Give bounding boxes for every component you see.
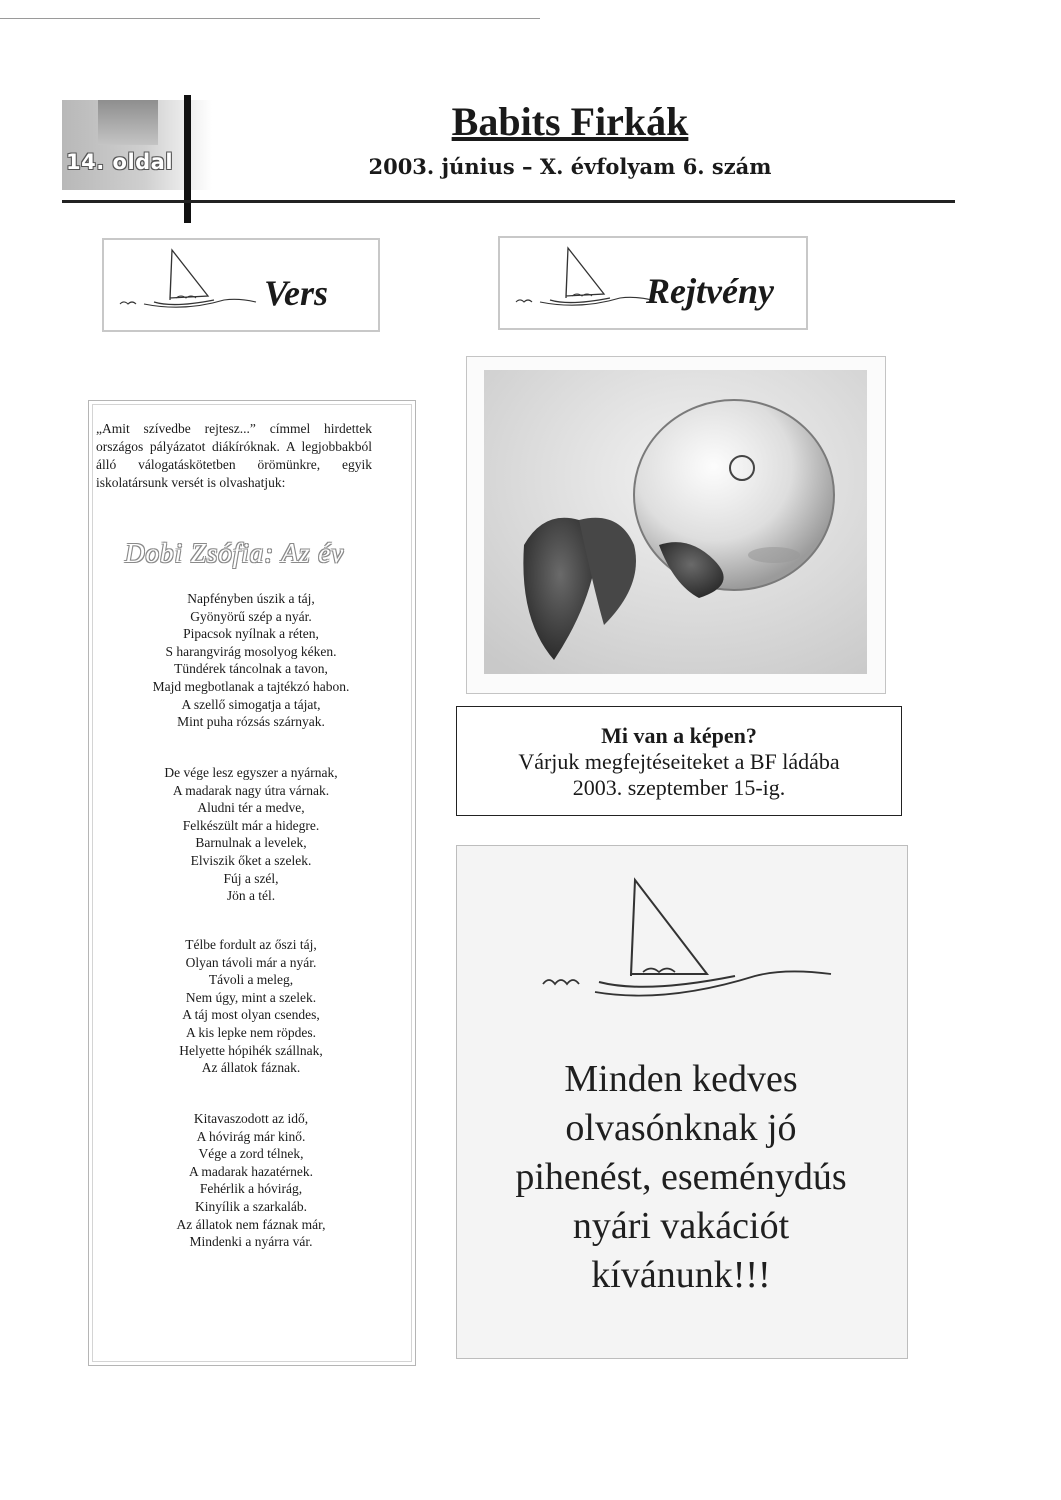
wish-line: Minden kedves xyxy=(564,1058,798,1100)
section-title-rejtveny: Rejtvény xyxy=(646,271,774,311)
poem-line: Fúj a szél, xyxy=(223,870,279,886)
section-header-rejtveny xyxy=(498,236,808,330)
poem-line: Mint puha rózsás szárnyak. xyxy=(177,714,325,730)
quiz-question: Mi van a képen? xyxy=(601,723,757,748)
poem-line: Barnulnak a levelek, xyxy=(195,835,307,851)
poem-line: Majd megbotlanak a tajtékzó habon. xyxy=(152,678,350,694)
poem-line: A madarak hazatérnek. xyxy=(188,1163,314,1179)
poem-line: S harangvirág mosolyog kéken. xyxy=(165,643,337,659)
poem-line: Vége a zord télnek, xyxy=(198,1146,304,1162)
poem-line: A kis lepke nem röpdes. xyxy=(185,1024,317,1040)
poem-intro: „Amit szívedbe rejtesz...” címmel hirdettek országos pályázatot diákíróknak. A legjobbakból álló válogatáskötetben örömünkre, egyik iskolatársunk versét is olvashatjuk: xyxy=(96,421,372,490)
section-title-vers: Vers xyxy=(264,273,329,313)
wish-line: olvasónknak jó xyxy=(565,1107,797,1149)
poem-stanza-1 xyxy=(88,590,414,731)
wish-text xyxy=(456,1055,906,1300)
poem-line: A madarak nagy útra várnak. xyxy=(172,782,330,798)
poem-line: A hóvirág már kinő. xyxy=(196,1128,306,1144)
page-number-label: 14. oldal xyxy=(66,150,174,174)
poem-line: Fehérlik a hóvirág, xyxy=(199,1181,303,1197)
poem-line: Az állatok nem fáznak már, xyxy=(176,1216,326,1232)
sailboat-icon xyxy=(510,240,660,320)
poem-line: Távoli a meleg, xyxy=(208,972,294,988)
wish-line: pihenést, eseménydús xyxy=(515,1156,847,1198)
poem-stanza-3 xyxy=(88,936,414,1077)
poem-line: A szellő simogatja a tájat, xyxy=(181,696,321,712)
newspaper-title: Babits Firkák xyxy=(451,99,689,144)
poem-line: Helyette hópihék szállnak, xyxy=(179,1042,323,1058)
poem-line: Felkészült már a hidegre. xyxy=(182,817,320,833)
quiz-box xyxy=(456,706,902,816)
poem-line: Aludni tér a medve, xyxy=(197,800,305,816)
poem-line: Kitavaszodott az idő, xyxy=(193,1111,309,1126)
poem-title: Dobi Zsófia: Az év xyxy=(125,538,345,568)
section-header-vers xyxy=(102,238,380,332)
top-rule xyxy=(0,18,540,19)
header-rule xyxy=(62,200,955,203)
poem-line: Napfényben úszik a táj, xyxy=(187,591,315,606)
poem-line: Nem úgy, mint a szelek. xyxy=(185,989,317,1005)
poem-stanza-4 xyxy=(88,1110,414,1251)
quiz-instructions: Várjuk megfejtéseiteket a BF ládába xyxy=(518,749,840,774)
wish-line: kívánunk!!! xyxy=(591,1254,771,1296)
poem-line: De vége lesz egyszer a nyárnak, xyxy=(164,765,338,780)
poem-stanza-2 xyxy=(88,764,414,905)
header-vertical-bar xyxy=(184,95,191,223)
poem-line: Gyönyörű szép a nyár. xyxy=(190,608,312,624)
poem-line: Tündérek táncolnak a tavon, xyxy=(174,661,328,677)
puzzle-photo xyxy=(484,370,867,674)
poem-line: A táj most olyan csendes, xyxy=(182,1007,320,1023)
poem-line: Télbe fordult az őszi táj, xyxy=(185,937,317,952)
wish-line: nyári vakációt xyxy=(572,1205,790,1247)
poem-line: Pipacsok nyílnak a réten, xyxy=(183,626,319,642)
poem-line: Jön a tél. xyxy=(226,888,276,904)
poem-line: Mindenki a nyárra vár. xyxy=(189,1234,313,1250)
sailboat-icon xyxy=(114,242,264,322)
quiz-deadline: 2003. szeptember 15-ig. xyxy=(572,775,786,800)
poem-line: Olyan távoli már a nyár. xyxy=(185,954,317,970)
poem-line: Kinyílik a szarkaláb. xyxy=(194,1198,308,1214)
poem-line: Az állatok fáznak. xyxy=(201,1060,301,1076)
issue-line: 2003. június – X. évfolyam 6. szám xyxy=(368,154,772,179)
poem-line: Elviszik őket a szelek. xyxy=(190,852,312,868)
sailboat-icon xyxy=(535,872,835,1002)
